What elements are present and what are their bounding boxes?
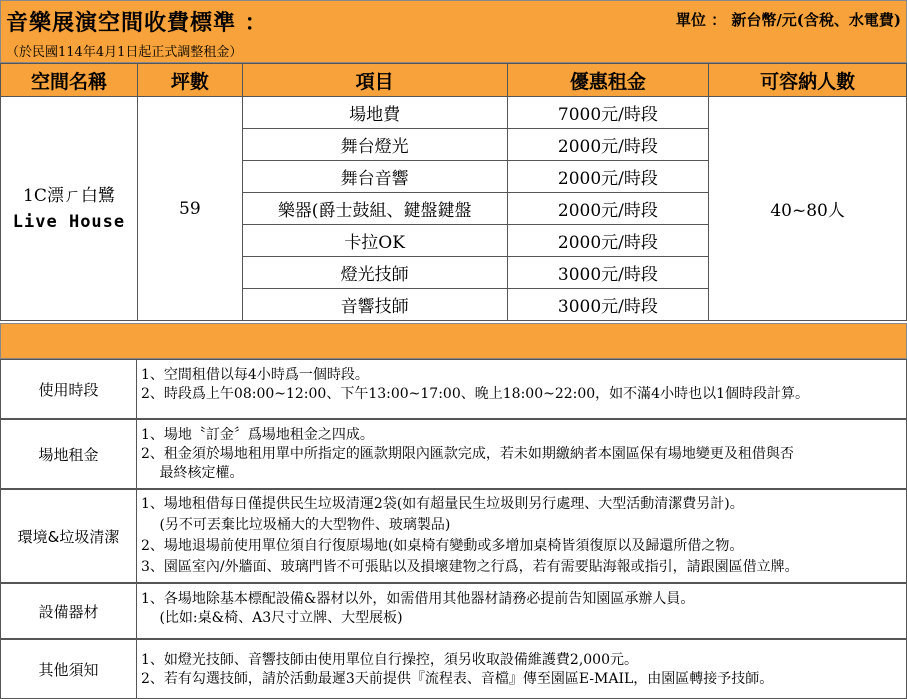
col-header-capacity: 可容納人數 [709, 64, 907, 97]
capacity-cell: 40~80人 [709, 97, 907, 321]
page-title: 音樂展演空間收費標準 ： [6, 10, 268, 36]
item-cell: 舞台燈光 [242, 129, 507, 161]
unit-note: 單位 ： 新台幣/元(含稅、水電費) [675, 11, 901, 29]
item-cell: 燈光技師 [242, 257, 507, 289]
rule-line: (另不可丟棄比垃圾桶大的大型物件、玻璃製品) [141, 517, 451, 533]
rule-line: 最終核定權。 [141, 465, 244, 481]
item-cell: 樂器(爵士鼓組、鍵盤鍵盤 [242, 193, 507, 225]
rule-line: (比如:桌&椅、A3尺寸立牌、大型展板) [141, 610, 403, 626]
rule-body-rent [137, 419, 907, 489]
rule-label-time-slot: 使用時段 [0, 359, 137, 419]
item-cell: 卡拉OK [242, 225, 507, 257]
page-subtitle: （於民國114年4月1日起正式調整租金） [6, 45, 243, 60]
price-cell: 2000元/時段 [507, 161, 709, 193]
price-cell: 2000元/時段 [507, 193, 709, 225]
rule-line: 3、園區室內/外牆面、玻璃門皆不可張貼以及損壞建物之行爲，若有需要貼海報或指引，請跟園區借立牌。 [141, 559, 799, 575]
item-cell: 音響技師 [242, 289, 507, 321]
item-cell: 舞台音響 [242, 161, 507, 193]
rule-label-equipment: 設備器材 [0, 583, 137, 639]
rule-body-equipment [137, 583, 907, 639]
area-cell: 59 [137, 97, 242, 321]
rule-label-other: 其他須知 [0, 639, 137, 699]
col-header-area: 坪數 [137, 64, 242, 97]
rule-line: 1、如燈光技師、音響技師由使用單位自行操控，須另收取設備維護費2,000元。 [141, 652, 638, 668]
rule-line: 1、各場地除基本標配設備&器材以外，如需借用其他器材請務必提前告知園區承辦人員。 [141, 591, 695, 607]
space-name-english: Live House [12, 211, 126, 232]
rule-line: 2、若有勾選技師，請於活動最遲3天前提供『流程表、音檔』傳至園區E-MAIL，由園區轉接予技師。 [141, 671, 774, 687]
rule-body-cleaning [137, 489, 907, 583]
rule-body-other [137, 639, 907, 699]
price-cell: 2000元/時段 [507, 225, 709, 257]
rate-table-header [1, 64, 907, 97]
table-row [1, 97, 907, 129]
rule-line: 2、場地退場前使用單位須自行復原場地(如桌椅有變動或多增加桌椅皆須復原以及歸還所借之物。 [141, 538, 744, 554]
rule-line: 2、租金須於場地租用單中所指定的匯款期限內匯款完成，若未如期繳納者本園區保有場地變更及租借與否 [141, 446, 794, 462]
rule-line: 2、時段爲上午08:00~12:00、下午13:00~17:00、晚上18:00~22:00，如不滿4小時也以1個時段計算。 [141, 386, 809, 402]
item-cell: 場地費 [242, 97, 507, 129]
price-cell: 3000元/時段 [507, 257, 709, 289]
rule-label-rent: 場地租金 [0, 419, 137, 489]
rule-label-cleaning: 環境&垃圾清潔 [0, 489, 137, 583]
rate-table [0, 63, 907, 321]
rule-line: 1、場地租借每日僅提供民生垃圾清運2袋(如有超量民生垃圾則另行處理、大型活動清潔費另計)。 [141, 496, 744, 512]
col-header-item: 項目 [242, 64, 507, 97]
unit-band [0, 323, 907, 359]
rule-body-time-slot [137, 359, 907, 419]
price-cell: 2000元/時段 [507, 129, 709, 161]
space-name: 1C漂ㄏ白鷺 [23, 185, 115, 206]
rule-line: 1、空間租借以每4小時爲一個時段。 [141, 367, 369, 383]
rule-line: 1、場地〝訂金〞爲場地租金之四成。 [141, 427, 374, 443]
space-name-cell [1, 97, 138, 321]
col-header-price: 優惠租金 [507, 64, 709, 97]
price-cell: 3000元/時段 [507, 289, 709, 321]
col-header-space-name: 空間名稱 [1, 64, 138, 97]
price-cell: 7000元/時段 [507, 97, 709, 129]
